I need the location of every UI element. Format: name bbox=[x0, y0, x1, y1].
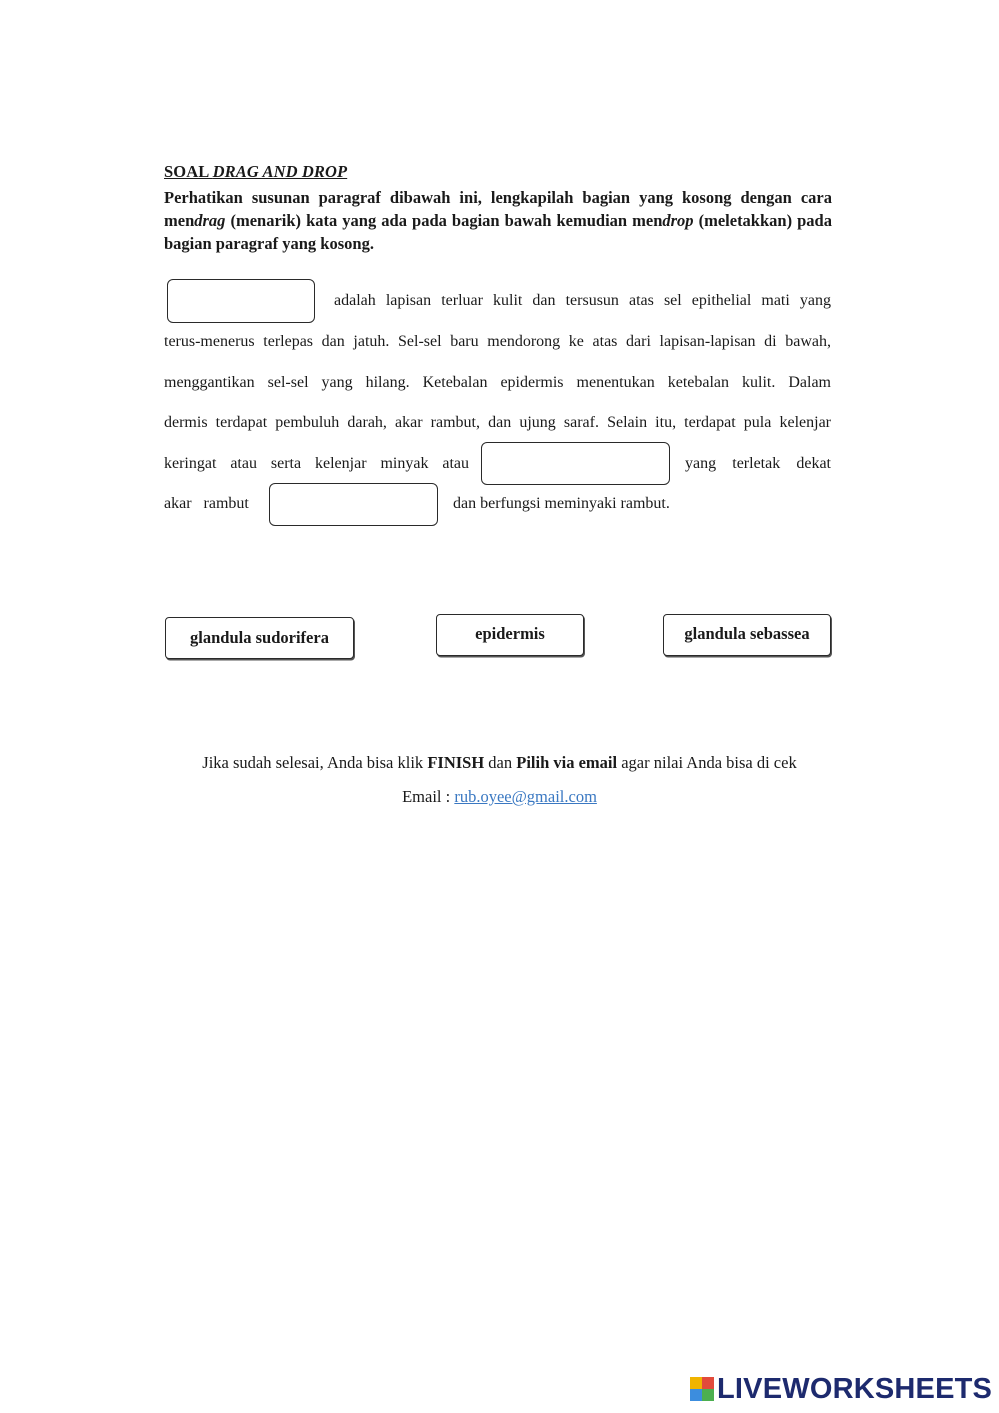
paragraph-line-6-after: dan berfungsi meminyaki rambut. bbox=[453, 495, 670, 512]
paragraph-line-5-before: keringat atau serta kelenjar minyak atau bbox=[164, 455, 469, 472]
footer-email: Email : rub.oyee@gmail.com bbox=[402, 787, 597, 806]
paragraph-line-1: adalah lapisan terluar kulit dan tersusun atas sel epithelial mati yang bbox=[334, 292, 831, 309]
paragraph-line-4: dermis terdapat pembuluh darah, akar rambut, dan ujung saraf. Selain itu, terdapat pula kelenjar bbox=[164, 414, 831, 431]
drop-zone-1[interactable] bbox=[167, 279, 315, 323]
instructions: Perhatikan susunan paragraf dibawah ini, lengkapilah bagian yang kosong dengan cara mendrag (menarik) kata yang ada pada bagian bawah kemudian mendrop (meletakkan) pada bagian paragraf yang kosong. bbox=[164, 188, 832, 253]
paragraph-line-3: menggantikan sel-sel yang hilang. Ketebalan epidermis menentukan ketebalan kulit. Dalam bbox=[164, 374, 831, 391]
drop-zone-3[interactable] bbox=[269, 483, 438, 526]
liveworksheets-logo-icon bbox=[690, 1377, 714, 1401]
paragraph-line-6-before: akar rambut bbox=[164, 495, 249, 512]
worksheet-title: SOAL DRAG AND DROP bbox=[164, 162, 348, 181]
option-glandula-sudorifera[interactable]: glandula sudorifera bbox=[165, 617, 354, 659]
paragraph-line-2: terus-menerus terlepas dan jatuh. Sel-sel baru mendorong ke atas dari lapisan-lapisan di bawah, bbox=[164, 333, 831, 350]
option-epidermis[interactable]: epidermis bbox=[436, 614, 584, 656]
email-link[interactable]: rub.oyee@gmail.com bbox=[454, 787, 597, 806]
drop-zone-2[interactable] bbox=[481, 442, 670, 485]
paragraph-line-5-after: yang terletak dekat bbox=[685, 455, 831, 472]
footer-instruction: Jika sudah selesai, Anda bisa klik FINISH dan Pilih via email agar nilai Anda bisa di cek bbox=[202, 753, 797, 772]
option-glandula-sebassea[interactable]: glandula sebassea bbox=[663, 614, 831, 656]
liveworksheets-logo: LIVEWORKSHEETS bbox=[690, 1372, 992, 1406]
